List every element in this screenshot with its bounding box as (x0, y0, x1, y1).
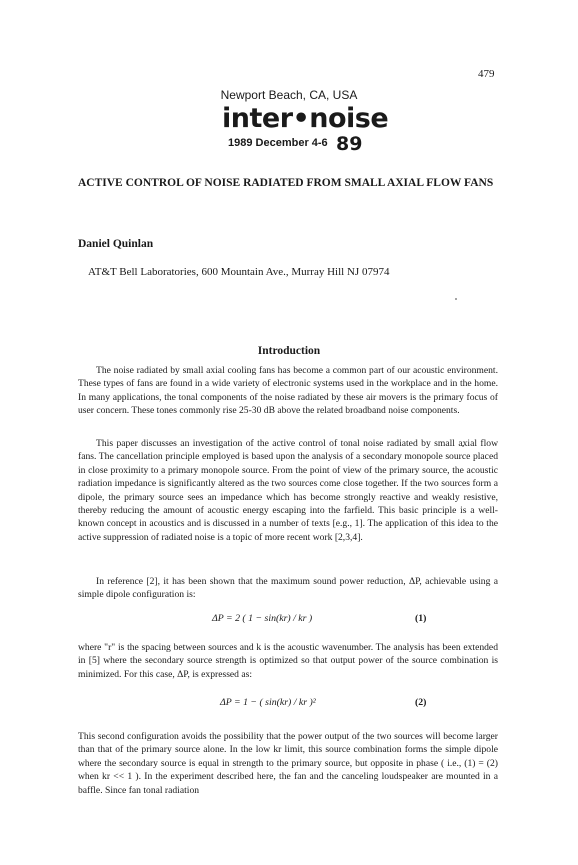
conference-location: Newport Beach, CA, USA (220, 88, 358, 102)
paragraph-text: where "r" is the spacing between sources and k is the acoustic wavenumber. The analysis has been extended in [5] where the secondary source strength is optimized so that output power of the source combination is minimized. For this case, ΔP, is expressed as: (78, 642, 498, 680)
paragraph (78, 437, 498, 544)
equation-expression: ΔP = 1 − ( sin(kr) / kr )² (220, 697, 316, 708)
author-name: Daniel Quinlan (78, 238, 154, 250)
section-heading: Introduction (257, 345, 321, 357)
conference-logo (222, 103, 389, 162)
paragraph (78, 641, 498, 681)
paragraph-text: In reference [2], it has been shown that the maximum sound power reduction, ΔP, achievable using a simple dipole configuration is: (78, 576, 498, 601)
speck-mark (455, 298, 457, 300)
author-affiliation: AT&T Bell Laboratories, 600 Mountain Ave., Murray Hill NJ 07974 (88, 266, 390, 278)
paragraph-text: This paper discusses an investigation of the active control of tonal noise radiated by small axial flow fans. The cancellation principle employed is based upon the analysis of a secondary monopole source placed in close proximity to a primary monopole source. From the point of view of the primary source, the acoustic radiation impedance is significantly altered as the two sources come close together. If the two sources form a dipole, the primary source sees an impedance which has become strongly reactive and weakly resistive, thereby reducing the amount of acoustic energy escaping into the farfield. This basic principle is a well-known concept in acoustics and is discussed in a number of texts [e.g., 1]. The application of this idea to the active suppression of radiated noise is a topic of more recent work [2,3,4]. (78, 438, 498, 543)
equation-number: (1) (415, 613, 427, 624)
paragraph-text: This second configuration avoids the possibility that the power output of the two sources will become larger than that of the primary source alone. In the low kr limit, this source combination forms the simple dipole where the secondary source is equal in strength to the primary source, but opposite in phase ( i.e., (1) = (2) when kr << 1 ). In the experiment described here, the fan and the canceling loudspeaker are mounted in a baffle. Since fan tonal radiation (78, 731, 498, 796)
paragraph-text: The noise radiated by small axial cooling fans has become a common part of our acoustic environment. These types of fans are found in a wide variety of electronic systems used in the workplace and in the home. In many applications, the tonal components of the noise radiated by these air movers is the primary focus of user concern. These tones commonly rise 25-30 dB above the related broadband noise components. (78, 365, 498, 417)
logo-text: inter•noise (222, 103, 389, 134)
paragraph (78, 575, 498, 602)
paragraph (78, 730, 498, 797)
paragraph (78, 364, 498, 418)
paper-title: ACTIVE CONTROL OF NOISE RADIATED FROM SMALL AXIAL FLOW FANS (78, 177, 494, 189)
page-number: 479 (478, 68, 495, 80)
conference-dates: 1989 December 4-6 (228, 137, 328, 149)
logo-year: 89 (336, 133, 363, 155)
equation-expression: ΔP = 2 ( 1 − sin(kr) / kr ) (212, 613, 313, 624)
equation-number: (2) (415, 697, 427, 708)
